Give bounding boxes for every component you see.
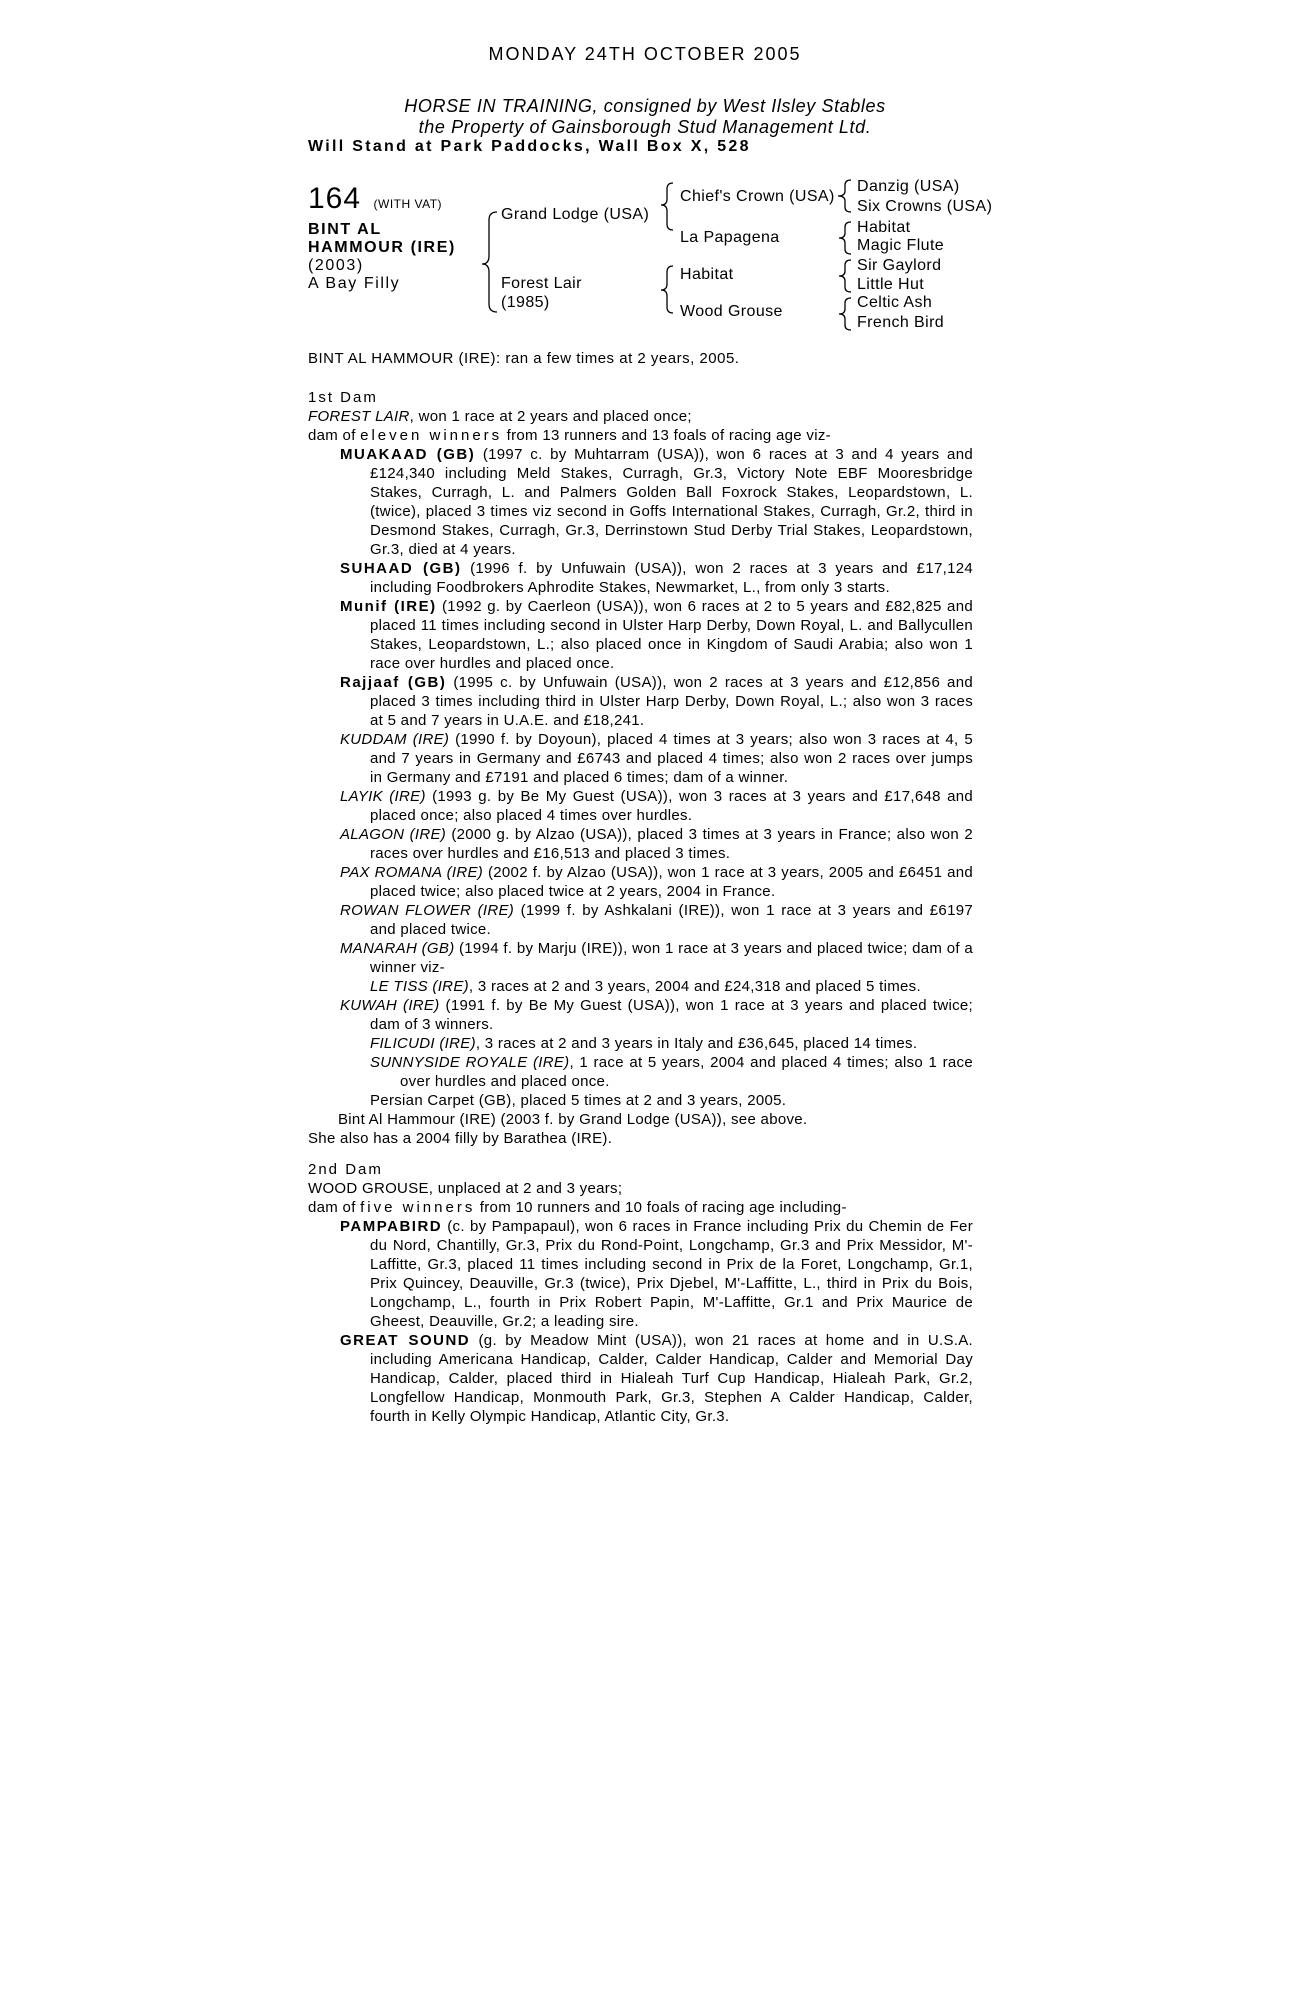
pedigree-sire: Grand Lodge (USA) xyxy=(501,206,650,223)
horse-name-line1: BINT AL xyxy=(308,221,382,238)
second-dam-section xyxy=(308,1160,973,1426)
offspring-entry xyxy=(308,863,973,901)
pedigree-g5: Sir Gaylord xyxy=(857,257,942,274)
first-dam-also: She also has a 2004 filly by Barathea (IRE). xyxy=(308,1130,613,1147)
grand-offspring-name: LE TISS (IRE) xyxy=(370,978,469,995)
horse-description: A Bay Filly xyxy=(308,275,401,292)
offspring-name: ALAGON (IRE) xyxy=(340,826,447,843)
offspring-name: Rajjaaf (GB) xyxy=(340,674,447,691)
offspring-name: KUWAH (IRE) xyxy=(340,997,440,1014)
grand-offspring-record: , 1 race at 5 years, 2004 and placed 4 times; also 1 race over hurdles and placed once. xyxy=(400,1054,973,1090)
offspring-record: (1996 f. by Unfuwain (USA)), won 2 races at 3 years and £17,124 including Foodbrokers Aphrodite Stakes, Newmarket, L., from only 3 starts. xyxy=(370,560,973,596)
brace-g1 xyxy=(838,180,851,212)
horse-name-line2: HAMMOUR (IRE) xyxy=(308,239,456,256)
offspring-name: MANARAH (GB) xyxy=(340,940,455,957)
brace-dam xyxy=(661,266,673,313)
offspring-name: SUHAAD (GB) xyxy=(340,560,462,577)
grand-offspring-entry xyxy=(308,1034,973,1053)
offspring-name: KUDDAM (IRE) xyxy=(340,731,450,748)
produce-winners: eleven winners xyxy=(360,427,503,444)
lot-number: 164 xyxy=(308,182,362,215)
stand-location: Will Stand at Park Paddocks, Wall Box X, 528 xyxy=(308,138,751,155)
offspring-record: (1993 g. by Be My Guest (USA)), won 3 races at 3 years and £17,648 and placed once; also placed 4 times over hurdles. xyxy=(370,788,974,824)
second-dam-summary: WOOD GROUSE, unplaced at 2 and 3 years; xyxy=(308,1180,623,1197)
offspring-entry xyxy=(308,1217,973,1331)
pedigree-g2: Six Crowns (USA) xyxy=(857,198,993,215)
offspring-entry xyxy=(308,730,973,787)
offspring-name: Munif (IRE) xyxy=(340,598,437,615)
offspring-entry xyxy=(308,825,973,863)
produce-winners: five winners xyxy=(360,1199,476,1216)
produce-prefix: dam of xyxy=(308,427,361,444)
offspring-entry xyxy=(308,445,973,559)
second-dam-heading: 2nd Dam xyxy=(308,1161,383,1178)
offspring-entry xyxy=(308,597,973,673)
offspring-entry xyxy=(308,787,973,825)
grand-offspring-record: , 3 races at 2 and 3 years, 2004 and £24,318 and placed 5 times. xyxy=(468,978,921,995)
offspring-record: (1991 f. by Be My Guest (USA)), won 1 race at 3 years and placed twice; dam of 3 winners. xyxy=(370,997,973,1033)
offspring-record: (1997 c. by Muhtarram (USA)), won 6 races at 3 and 4 years and £124,340 including Meld Stakes, Curragh, Gr.3, Victory Note EBF Mooresbridge Stakes, Curragh, L. and Palmers Golden Ball Foxrock Stakes, Leopardstown, L. (twice), placed 3 times viz second in Goffs International Stakes, Curragh, Gr.2, third in Desmond Stakes, Curragh, Gr.3, Derrinstown Stud Derby Trial Stakes, Leopardstown, Gr.3, died at 4 years. xyxy=(370,446,973,558)
brace-main xyxy=(482,212,497,312)
consignor-line: HORSE IN TRAINING, consigned by West Ilsley Stables xyxy=(404,96,886,116)
produce-suffix: from 13 runners and 13 foals of racing age viz- xyxy=(502,427,831,444)
brace-sire xyxy=(661,183,673,230)
grand-offspring-record: , 3 races at 2 and 3 years in Italy and £36,645, placed 14 times. xyxy=(475,1035,918,1052)
offspring-record: (1995 c. by Unfuwain (USA)), won 2 races at 3 years and £12,856 and placed 3 times including third in Ulster Harp Derby, Down Royal, L.; also won 3 races at 5 and 7 years in U.A.E. and £18,241. xyxy=(370,674,973,729)
grand-offspring-entry xyxy=(308,977,973,996)
offspring-entry xyxy=(308,673,973,730)
offspring-record: (2000 g. by Alzao (USA)), placed 3 times at 3 years in France; also won 2 races over hurdles and £16,513 and placed 3 times. xyxy=(370,826,973,862)
offspring-name: MUAKAAD (GB) xyxy=(340,446,476,463)
first-dam-produce xyxy=(308,426,973,445)
first-dam-heading: 1st Dam xyxy=(308,389,378,406)
offspring-name: PAX ROMANA (IRE) xyxy=(340,864,484,881)
offspring-entry xyxy=(308,559,973,597)
brace-g4 xyxy=(839,298,851,330)
offspring-name: LAYIK (IRE) xyxy=(340,788,426,805)
vat-note: (WITH VAT) xyxy=(373,197,443,211)
grand-offspring-name: SUNNYSIDE ROYALE (IRE) xyxy=(370,1054,570,1071)
offspring-record: (1994 f. by Marju (IRE)), won 1 race at 3 years and placed twice; dam of a winner viz- xyxy=(370,940,973,976)
sale-date: MONDAY 24TH OCTOBER 2005 xyxy=(488,44,802,64)
pedigree-g3: Habitat xyxy=(857,219,911,236)
first-dam-section xyxy=(308,388,973,1148)
offspring-entry xyxy=(308,1331,973,1426)
first-dam-name: FOREST LAIR xyxy=(308,408,410,425)
offspring-entry xyxy=(308,996,973,1034)
pedigree-sire-dam: La Papagena xyxy=(680,229,780,246)
first-dam-record: , won 1 race at 2 years and placed once; xyxy=(409,408,692,425)
offspring-record: (g. by Meadow Mint (USA)), won 21 races at home and in U.S.A. including Americana Handicap, Calder, Calder Handicap, Calder and Memorial Day Handicap, Calder, placed third in Hialeah Turf Cup Handicap, Hialeah Park, Gr.2, Longfellow Handicap, Monmouth Park, Gr.3, Stephen A Calder Handicap, Calder, fourth in Kelly Olympic Handicap, Atlantic City, Gr.3. xyxy=(370,1332,973,1425)
offspring-record: (2002 f. by Alzao (USA)), won 1 race at 3 years, 2005 and £6451 and placed twice; also placed twice at 2 years, 2004 in France. xyxy=(370,864,974,900)
offspring-record: (1992 g. by Caerleon (USA)), won 6 races at 2 to 5 years and £82,825 and placed 11 times including second in Ulster Harp Derby, Down Royal, L. and Ballycullen Stakes, Leopardstown, L.; also placed once in Kingdom of Saudi Arabia; also won 1 race over hurdles and placed once. xyxy=(370,598,973,672)
offspring-name: ROWAN FLOWER (IRE) xyxy=(340,902,515,919)
brace-g3 xyxy=(839,260,851,292)
pedigree-braces xyxy=(0,0,1290,340)
offspring-record: (c. by Pampapaul), won 6 races in France including Prix du Chemin de Fer du Nord, Chantilly, Gr.3, Prix du Rond-Point, Longchamp, Gr.3 and Prix Messidor, M'-Laffitte, Gr.3, placed 11 times including second in Prix de la Foret, Longchamp, Gr.1, Prix Quincey, Deauville, Gr.3 (twice), Prix Djebel, M'-Laffitte, L., third in Prix du Bois, Longchamp, L., fourth in Prix Robert Papin, M'-Laffitte, Gr.1 and Prix Maurice de Gheest, Deauville, Gr.2; a leading sire. xyxy=(370,1218,973,1330)
first-dam-summary xyxy=(308,407,973,426)
pedigree-g7: Celtic Ash xyxy=(857,294,933,311)
grand-offspring-entry xyxy=(308,1053,973,1091)
brace-g2 xyxy=(839,222,851,254)
offspring-entry xyxy=(308,939,973,977)
race-record-note: BINT AL HAMMOUR (IRE): ran a few times at 2 years, 2005. xyxy=(308,350,740,367)
offspring-record: (1990 f. by Doyoun), placed 4 times at 3 years; also won 3 races at 4, 5 and 7 years in Germany and £6743 and placed 4 times; also won 2 races over jumps in Germany and £7191 and placed 6 times; dam of a winner. xyxy=(370,731,973,786)
offspring-name: GREAT SOUND xyxy=(340,1332,471,1349)
pedigree-sire-sire: Chief's Crown (USA) xyxy=(680,188,835,205)
foaling-year: (2003) xyxy=(308,257,364,274)
pedigree-dam-dam: Wood Grouse xyxy=(680,303,783,320)
pedigree-dam-sire: Habitat xyxy=(680,266,734,283)
offspring-record: (1999 f. by Ashkalani (IRE)), won 1 race at 3 years and £6197 and placed twice. xyxy=(370,902,973,938)
offspring-entry xyxy=(308,901,973,939)
owner-line: the Property of Gainsborough Stud Management Ltd. xyxy=(418,117,872,137)
grand-offspring-entry: Persian Carpet (GB), placed 5 times at 2 and 3 years, 2005. xyxy=(370,1092,787,1109)
produce-suffix: from 10 runners and 10 foals of racing age including- xyxy=(475,1199,847,1216)
pedigree-g8: French Bird xyxy=(857,314,945,331)
pedigree-dam-year: (1985) xyxy=(501,294,550,311)
pedigree-g1: Danzig (USA) xyxy=(857,178,960,195)
offspring-entry-current-lot: Bint Al Hammour (IRE) (2003 f. by Grand Lodge (USA)), see above. xyxy=(338,1111,808,1128)
pedigree-g4: Magic Flute xyxy=(857,237,945,254)
produce-prefix: dam of xyxy=(308,1199,361,1216)
pedigree-g6: Little Hut xyxy=(857,276,925,293)
grand-offspring-name: FILICUDI (IRE) xyxy=(370,1035,476,1052)
pedigree-dam: Forest Lair xyxy=(501,275,582,292)
offspring-name: PAMPABIRD xyxy=(340,1218,443,1235)
second-dam-produce xyxy=(308,1198,973,1217)
